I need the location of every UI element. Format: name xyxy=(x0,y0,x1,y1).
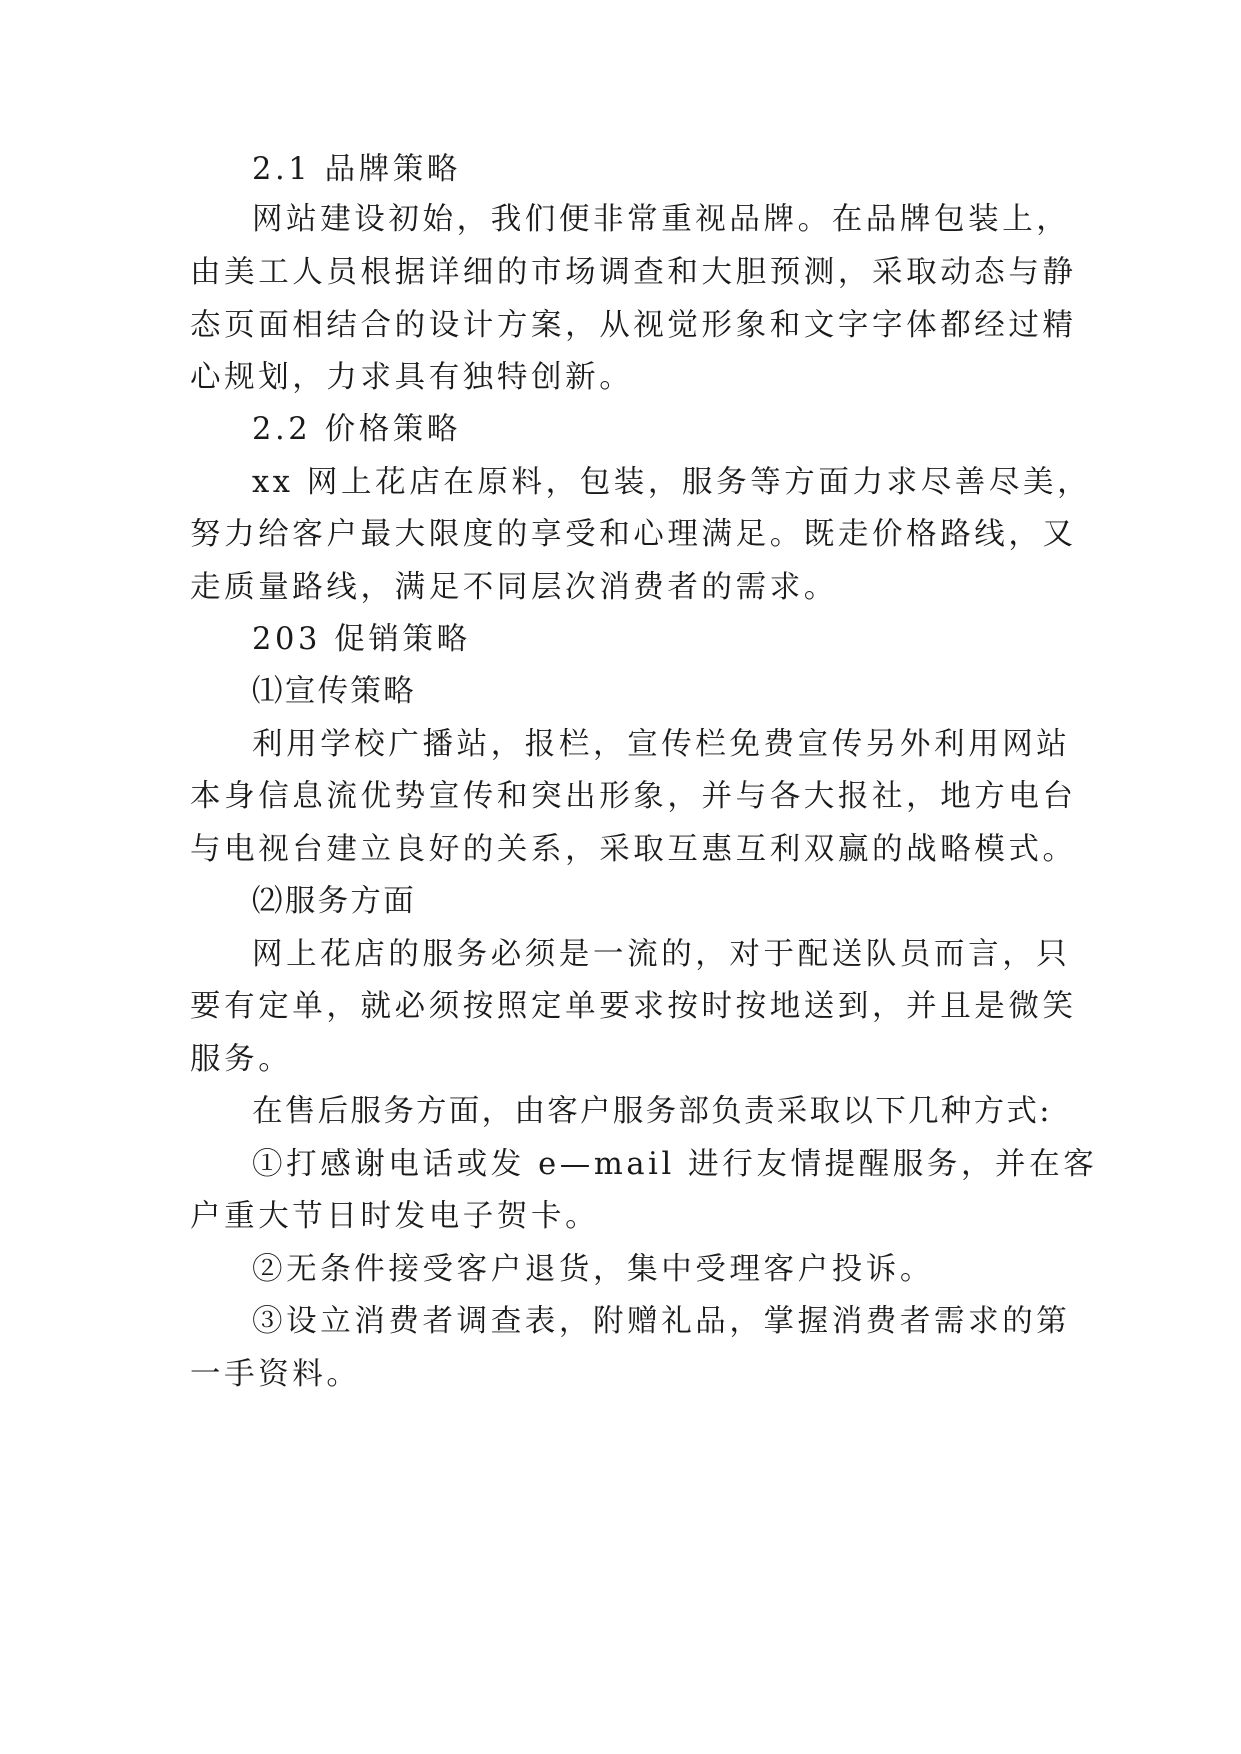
text-line: 利用学校广播站，报栏，宣传栏免费宣传另外利用网站 xyxy=(252,727,1071,762)
text-line: 努力给客户最大限度的享受和心理满足。既走价格路线，又 xyxy=(190,517,1077,552)
text-line: 本身信息流优势宣传和突出形象，并与各大报社，地方电台 xyxy=(190,779,1077,814)
list-item: ①打感谢电话或发 e—mail 进行友情提醒服务，并在客 xyxy=(252,1147,1098,1182)
list-item: ③设立消费者调查表，附赠礼品，掌握消费者需求的第 xyxy=(252,1304,1071,1339)
subheading-publicity: ⑴宣传策略 xyxy=(252,674,416,709)
text-line: 网站建设初始，我们便非常重视品牌。在品牌包装上， xyxy=(252,202,1071,237)
text-line: xx 网上花店在原料，包装，服务等方面力求尽善尽美， xyxy=(252,465,1092,500)
heading-brand-strategy: 2.1 品牌策略 xyxy=(252,152,461,187)
text-line: 心规划，力求具有独特创新。 xyxy=(190,360,634,395)
text-line: 网上花店的服务必须是一流的，对于配送队员而言，只 xyxy=(252,937,1071,972)
text-line: 要有定单，就必须按照定单要求按时按地送到，并且是微笑 xyxy=(190,989,1077,1024)
list-item: ②无条件接受客户退货，集中受理客户投诉。 xyxy=(252,1252,934,1287)
text-line: 在售后服务方面，由客户服务部负责采取以下几种方式: xyxy=(252,1094,1052,1129)
text-line: 与电视台建立良好的关系，采取互惠互利双赢的战略模式。 xyxy=(190,832,1077,867)
text-line: 服务。 xyxy=(190,1042,293,1077)
text-line: 态页面相结合的设计方案，从视觉形象和文字字体都经过精 xyxy=(190,308,1077,343)
heading-price-strategy: 2.2 价格策略 xyxy=(252,412,461,447)
heading-promotion-strategy: 203 促销策略 xyxy=(252,622,471,657)
subheading-service: ⑵服务方面 xyxy=(252,884,416,919)
text-line: 户重大节日时发电子贺卡。 xyxy=(190,1199,600,1234)
text-line: 一手资料。 xyxy=(190,1357,361,1392)
text-line: 由美工人员根据详细的市场调查和大胆预测，采取动态与静 xyxy=(190,255,1077,290)
text-line: 走质量路线，满足不同层次消费者的需求。 xyxy=(190,570,838,605)
